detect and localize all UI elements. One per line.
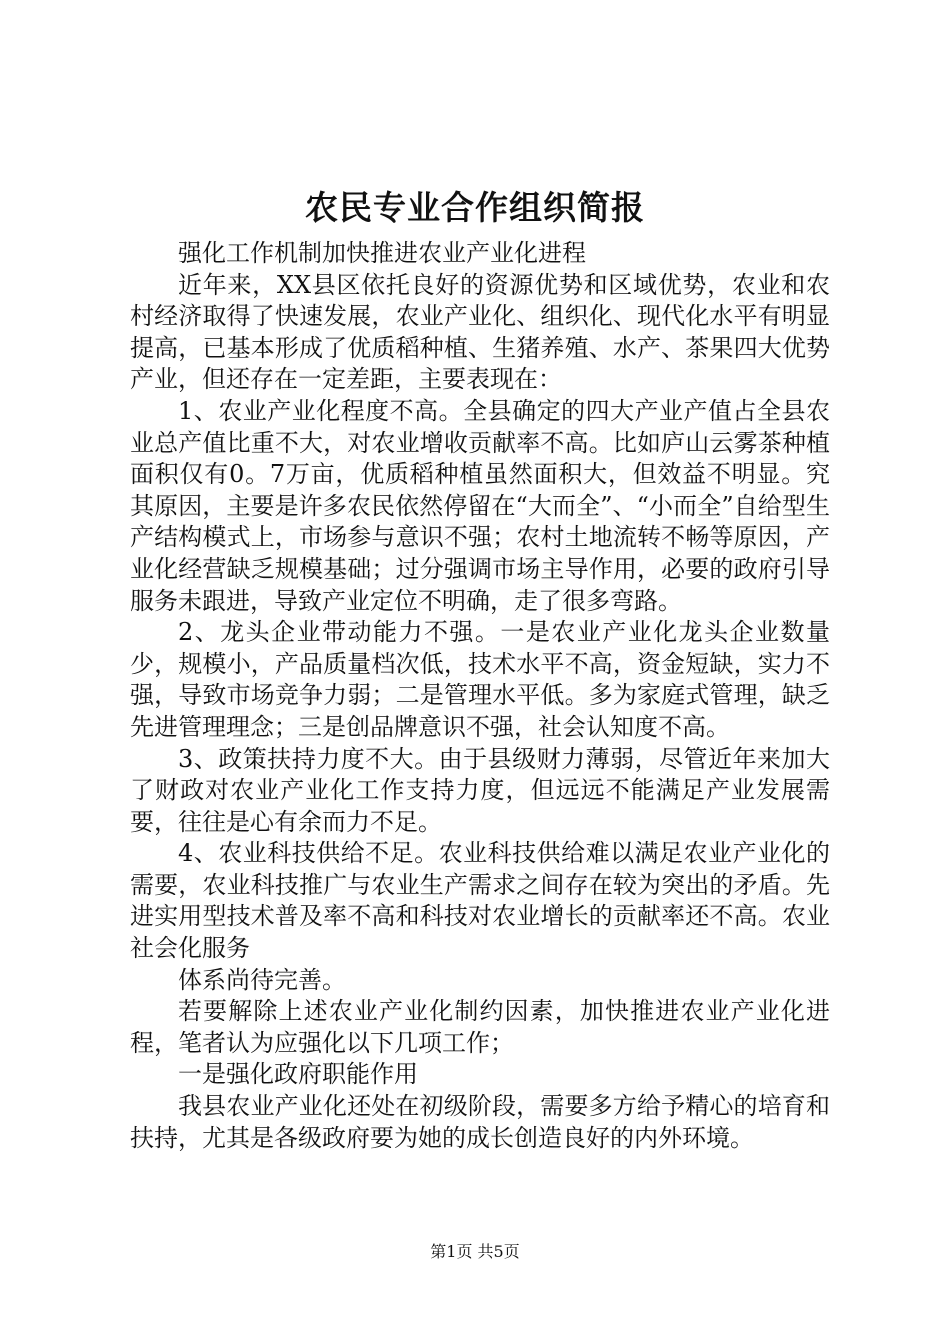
paragraph-point-1: 1、农业产业化程度不高。全县确定的四大产业产值占全县农业总产值比重不大，对农业增收贡献率不高。比如庐山云雾茶种植面积仅有0。7万亩，优质稻种植虽然面积大，但效益不明显。究其原因，主要是许多农民依然停留在“大而全”、“小而全”自给型生产结构模式上，市场参与意识不强；农村土地流转不畅等原因，产业化经营缺乏规模基础；过分强调市场主导作用，必要的政府引导服务未跟进，导致产业定位不明确，走了很多弯路。	[130, 396, 830, 615]
paragraph-point-2: 2、龙头企业带动能力不强。一是农业产业化龙头企业数量少，规模小，产品质量档次低，技术水平不高，资金短缺，实力不强，导致市场竞争力弱；二是管理水平低。多为家庭式管理，缺乏先进管理理念；三是创品牌意识不强，社会认知度不高。	[130, 618, 830, 741]
document-title: 农民专业合作组织简报	[305, 188, 645, 227]
paragraph-measures-intro: 若要解除上述农业产业化制约因素，加快推进农业产业化进程，笔者认为应强化以下几项工作；	[130, 997, 830, 1057]
document-body	[130, 238, 830, 1154]
paragraph-measure-heading-1: 一是强化政府职能作用	[178, 1060, 418, 1089]
paragraph-measure-1-text: 我县农业产业化还处在初级阶段，需要多方给予精心的培育和扶持，尤其是各级政府要为她的成长创造良好的内外环境。	[130, 1092, 830, 1152]
paragraph-point-4-continued: 体系尚待完善。	[178, 965, 346, 994]
paragraph-point-4: 4、农业科技供给不足。农业科技供给难以满足农业产业化的需要，农业科技推广与农业生产需求之间存在较为突出的矛盾。先进实用型技术普及率不高和科技对农业增长的贡献率还不高。农业社会化服务	[130, 839, 830, 963]
paragraph-point-3: 3、政策扶持力度不大。由于县级财力薄弱，尽管近年来加大了财政对农业产业化工作支持力度，但远远不能满足产业发展需要，往往是心有余而力不足。	[130, 744, 830, 836]
page-number-footer: 第1页 共5页	[430, 1242, 520, 1261]
paragraph-intro: 近年来，XX县区依托良好的资源优势和区域优势，农业和农村经济取得了快速发展，农业产业化、组织化、现代化水平有明显提高，已基本形成了优质稻种植、生猪养殖、水产、茶果四大优势产业，但还存在一定差距，主要表现在：	[130, 270, 830, 394]
paragraph-subtitle: 强化工作机制加快推进农业产业化进程	[178, 239, 586, 267]
